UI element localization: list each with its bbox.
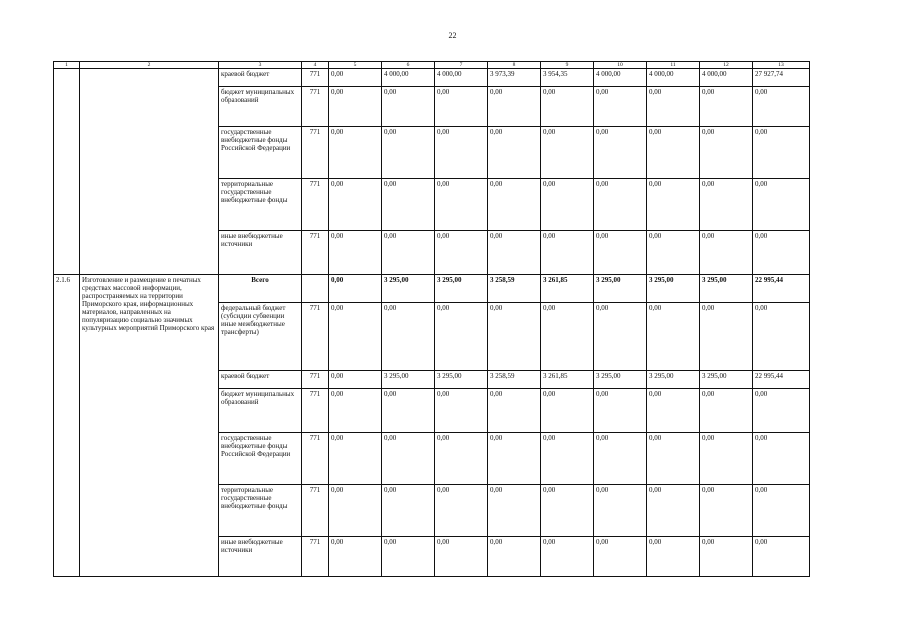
amount-cell: 0,00 [541,179,594,231]
amount-cell: 3 295,00 [700,371,753,389]
amount-cell: 0,00 [329,127,382,179]
code-cell: 771 [302,231,329,275]
amount-cell: 0,00 [647,179,700,231]
column-header: 2 [80,62,219,69]
code-cell: 771 [302,69,329,87]
amount-cell: 0,00 [647,537,700,577]
amount-cell: 0,00 [435,433,488,485]
amount-cell: 0,00 [700,433,753,485]
amount-cell: 0,00 [594,303,647,371]
table-row [54,69,810,87]
funding-source-cell: территориальные государственные внебюджетные фонды [219,179,302,231]
amount-cell: 0,00 [753,485,810,537]
code-cell [302,275,329,303]
code-cell: 771 [302,537,329,577]
column-header: 5 [329,62,382,69]
amount-cell: 0,00 [382,87,435,127]
item-description-cell: Изготовление и размещение в печатных средствах массовой информации, распространяемых на территории Приморского края, информационных материалов, направленных на популяризацию социально значимых культурных мероприятий Приморского края [80,275,219,577]
amount-cell: 0,00 [329,371,382,389]
amount-cell: 0,00 [700,537,753,577]
code-cell: 771 [302,87,329,127]
amount-cell: 0,00 [700,303,753,371]
amount-cell: 0,00 [488,127,541,179]
amount-cell: 0,00 [753,179,810,231]
amount-cell: 22 995,44 [753,371,810,389]
funding-source-cell: федеральный бюджет (субсидии субвенции иные межбюджетные трансферты) [219,303,302,371]
amount-cell: 0,00 [382,127,435,179]
amount-cell: 0,00 [594,485,647,537]
column-header: 9 [541,62,594,69]
code-cell: 771 [302,485,329,537]
amount-cell: 4 000,00 [382,69,435,87]
funding-source-cell: территориальные государственные внебюджетные фонды [219,485,302,537]
amount-cell: 0,00 [594,179,647,231]
column-header: 10 [594,62,647,69]
amount-cell: 0,00 [541,433,594,485]
amount-cell: 3 954,35 [541,69,594,87]
amount-cell: 0,00 [753,87,810,127]
amount-cell: 0,00 [700,231,753,275]
column-header: 6 [382,62,435,69]
amount-cell: 0,00 [435,537,488,577]
code-cell: 771 [302,371,329,389]
amount-cell: 0,00 [647,389,700,433]
amount-cell: 0,00 [382,389,435,433]
amount-cell: 0,00 [435,389,488,433]
amount-cell: 0,00 [647,485,700,537]
amount-cell: 3 261,85 [541,275,594,303]
item-description-cell [80,69,219,275]
amount-cell: 4 000,00 [435,69,488,87]
amount-cell: 0,00 [647,231,700,275]
amount-cell: 0,00 [700,87,753,127]
funding-source-cell: иные внебюджетные источники [219,537,302,577]
table-header-row [54,62,810,69]
budget-table [53,61,810,577]
column-header: 1 [54,62,80,69]
amount-cell: 0,00 [435,127,488,179]
amount-cell: 0,00 [382,537,435,577]
amount-cell: 0,00 [382,485,435,537]
amount-cell: 0,00 [700,485,753,537]
code-cell: 771 [302,433,329,485]
amount-cell: 3 973,39 [488,69,541,87]
amount-cell: 0,00 [435,485,488,537]
amount-cell: 0,00 [753,389,810,433]
amount-cell: 0,00 [329,231,382,275]
amount-cell: 0,00 [488,389,541,433]
amount-cell: 0,00 [541,127,594,179]
code-cell: 771 [302,303,329,371]
amount-cell: 4 000,00 [594,69,647,87]
amount-cell: 3 295,00 [700,275,753,303]
amount-cell: 0,00 [329,303,382,371]
amount-cell: 0,00 [329,537,382,577]
amount-cell: 0,00 [541,485,594,537]
amount-cell: 0,00 [488,87,541,127]
amount-cell: 0,00 [647,303,700,371]
amount-cell: 3 258,59 [488,275,541,303]
amount-cell: 0,00 [647,87,700,127]
code-cell: 771 [302,389,329,433]
funding-source-cell: бюджет муниципальных образований [219,87,302,127]
code-cell: 771 [302,127,329,179]
amount-cell: 0,00 [594,433,647,485]
amount-cell: 0,00 [753,127,810,179]
amount-cell: 27 927,74 [753,69,810,87]
column-header: 13 [753,62,810,69]
amount-cell: 3 295,00 [647,371,700,389]
amount-cell: 0,00 [488,433,541,485]
amount-cell: 3 295,00 [382,371,435,389]
amount-cell: 0,00 [329,87,382,127]
funding-source-cell: бюджет муниципальных образований [219,389,302,433]
amount-cell: 3 295,00 [382,275,435,303]
column-header: 3 [219,62,302,69]
column-header: 7 [435,62,488,69]
amount-cell: 0,00 [488,303,541,371]
amount-cell: 0,00 [753,303,810,371]
amount-cell: 0,00 [488,231,541,275]
amount-cell: 0,00 [329,485,382,537]
amount-cell: 0,00 [329,69,382,87]
amount-cell: 0,00 [382,303,435,371]
amount-cell: 0,00 [700,389,753,433]
amount-cell: 0,00 [382,433,435,485]
amount-cell: 0,00 [329,275,382,303]
amount-cell: 0,00 [647,127,700,179]
page-number: 22 [448,31,457,40]
funding-source-cell: Всего [219,275,302,303]
amount-cell: 0,00 [329,389,382,433]
amount-cell: 0,00 [488,485,541,537]
amount-cell: 0,00 [700,179,753,231]
amount-cell: 0,00 [594,389,647,433]
amount-cell: 3 295,00 [647,275,700,303]
amount-cell: 0,00 [329,433,382,485]
column-header: 8 [488,62,541,69]
amount-cell: 3 295,00 [435,275,488,303]
amount-cell: 4 000,00 [700,69,753,87]
amount-cell: 3 258,59 [488,371,541,389]
item-number-cell [54,69,80,275]
amount-cell: 3 295,00 [594,371,647,389]
amount-cell: 3 295,00 [594,275,647,303]
amount-cell: 0,00 [594,537,647,577]
amount-cell: 0,00 [541,87,594,127]
column-header: 4 [302,62,329,69]
amount-cell: 0,00 [382,179,435,231]
amount-cell: 0,00 [594,231,647,275]
funding-source-cell: иные внебюджетные источники [219,231,302,275]
amount-cell: 22 995,44 [753,275,810,303]
amount-cell: 0,00 [753,433,810,485]
amount-cell: 0,00 [435,303,488,371]
amount-cell: 0,00 [488,537,541,577]
amount-cell: 0,00 [753,231,810,275]
amount-cell: 3 295,00 [435,371,488,389]
amount-cell: 0,00 [594,87,647,127]
amount-cell: 0,00 [382,231,435,275]
amount-cell: 0,00 [753,537,810,577]
column-header: 11 [647,62,700,69]
column-header: 12 [700,62,753,69]
funding-source-cell: краевой бюджет [219,371,302,389]
amount-cell: 0,00 [541,537,594,577]
amount-cell: 0,00 [435,87,488,127]
amount-cell: 0,00 [700,127,753,179]
funding-source-cell: краевой бюджет [219,69,302,87]
amount-cell: 0,00 [488,179,541,231]
amount-cell: 0,00 [647,433,700,485]
amount-cell: 4 000,00 [647,69,700,87]
amount-cell: 0,00 [541,231,594,275]
amount-cell: 3 261,85 [541,371,594,389]
amount-cell: 0,00 [435,179,488,231]
item-number-cell: 2.1.6 [54,275,80,577]
table-row [54,275,810,303]
funding-source-cell: государственные внебюджетные фонды Российской Федерации [219,127,302,179]
amount-cell: 0,00 [541,389,594,433]
amount-cell: 0,00 [541,303,594,371]
amount-cell: 0,00 [594,127,647,179]
amount-cell: 0,00 [435,231,488,275]
amount-cell: 0,00 [329,179,382,231]
code-cell: 771 [302,179,329,231]
funding-source-cell: государственные внебюджетные фонды Российской Федерации [219,433,302,485]
